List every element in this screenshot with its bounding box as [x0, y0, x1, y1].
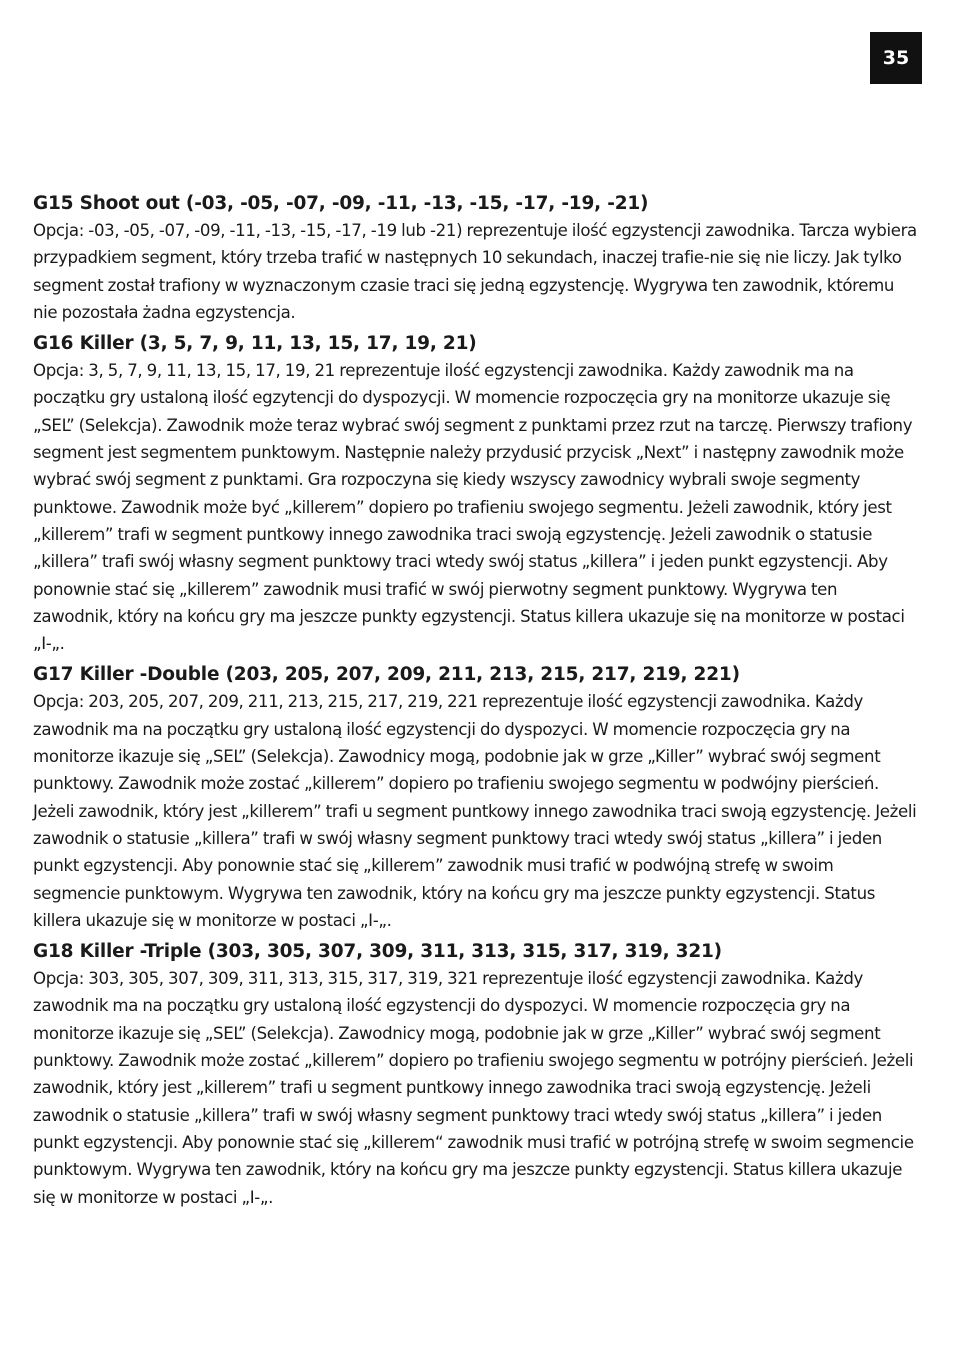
document-content	[33, 190, 921, 1215]
page-number-badge: 35	[870, 32, 922, 84]
section-title: G17 Killer -Double (203, 205, 207, 209, 211, 213, 215, 217, 219, 221)	[33, 664, 740, 686]
section-title: G16 Killer (3, 5, 7, 9, 11, 13, 15, 17, 19, 21)	[33, 333, 477, 355]
section-body: Opcja: 203, 205, 207, 209, 211, 213, 215, 217, 219, 221 reprezentuje ilość egzystencji zawodnika. Każdy zawodnik ma na początku gry ustaloną ilość egzystencji do dyspozyci. W momencie rozpoczęcia gry na monitorze ikazuje się „SEL” (Selekcja). Zawodnicy mogą, podobnie jak w grze „Killer” wybrać swój segment punktowy. Zawodnik może zostać „killerem” dopiero po trafieniu swojego segmentu w podwójny pierścień. Jeżeli zawodnik, który jest „killerem” trafi u segment puntkowy innego zawodnika traci swoją egzystencję. Jeżeli zawodnik o statusie „killera” trafi w swój własny segment punktowy traci wtedy swój status „killera” i jeden punkt egzystencji. Aby ponownie stać się „killerem” zawodnik musi trafić w podwójną strefę w swoim segmencie punktowym. Wygrywa ten zawodnik, który na końcu gry ma jeszcze punkty egzystencji. Status killera ukazuje się w monitorze w postaci „I-„.	[33, 692, 917, 930]
section-body: Opcja: 3, 5, 7, 9, 11, 13, 15, 17, 19, 21 reprezentuje ilość egzystencji zawodnika. Każdy zawodnik ma na początku gry ustaloną ilość egzytencji do dyspozycji. W momencie rozpoczęcia gry na monitorze ukazuje się „SEL” (Selekcja). Zawodnik może teraz wybrać swój segment z punktami przez rzut na tarczę. Pierwszy trafiony segment jest segmentem punktowym. Następnie należy przydusić przycisk „Next” i następny zawodnik może wybrać swój segment z punktami. Gra rozpoczyna się kiedy wszyscy zawodnicy wybrali swoje segmenty punktowe. Zawodnik może być „killerem” dopiero po trafieniu swojego segmentu. Jeżeli zawodnik, który jest „killerem” trafi w segment puntkowy innego zawodnika traci swoją egzystencję. Jeżeli zawodnik o statusie „killera” trafi swój własny segment punktowy traci wtedy swój status „killera” i jeden punkt egzystencji. Aby ponownie stać się „killerem” zawodnik musi trafić w swój pierwotny segment punktowy. Wygrywa ten zawodnik, który na końcu gry ma jeszcze punkty egzystencji. Status killera ukazuje się na monitorze w postaci „I-„.	[33, 361, 913, 654]
section-g15	[33, 190, 921, 326]
section-g17	[33, 661, 921, 934]
section-body: Opcja: 303, 305, 307, 309, 311, 313, 315, 317, 319, 321 reprezentuje ilość egzystencji zawodnika. Każdy zawodnik ma na początku gry ustaloną ilość egzystencji do dyspozyci. W momencie rozpoczęcia gry na monitorze ikazuje się „SEL” (Selekcja). Zawodnicy mogą, podobnie jak w grze „Killer” wybrać swój segment punktowy. Zawodnik może zostać „killerem” dopiero po trafieniu swojego segmentu w potrójny pierścień. Jeżeli zawodnik, który jest „killerem” trafi u segment puntkowy innego zawodnika traci swoją egzystencję. Jeżeli zawodnik o statusie „killera” trafi w swój własny segment punktowy traci wtedy swój status „killera” i jeden punkt egzystencji. Aby ponownie stać się „killerem“ zawodnik musi trafić w potrójną strefę w swoim segmencie punktowym. Wygrywa ten zawodnik, który na końcu gry ma jeszcze punkty egzystencji. Status killera ukazuje się w monitorze w postaci „I-„.	[33, 969, 914, 1207]
section-body: Opcja: -03, -05, -07, -09, -11, -13, -15, -17, -19 lub -21) reprezentuje ilość egzystencji zawodnika. Tarcza wybiera przypadkiem segment, który trzeba trafić w następnych 10 sekundach, inaczej trafie-nie się nie liczy. Jak tylko segment został trafiony w wyznaczonym czasie traci się jedną egzystencję. Wygrywa ten zawodnik, któremu nie pozostała żadna egzystencja.	[33, 221, 917, 322]
section-g18	[33, 938, 921, 1211]
section-title: G18 Killer -Triple (303, 305, 307, 309, 311, 313, 315, 317, 319, 321)	[33, 941, 722, 963]
section-g16	[33, 330, 921, 657]
section-title: G15 Shoot out (-03, -05, -07, -09, -11, -13, -15, -17, -19, -21)	[33, 193, 649, 214]
